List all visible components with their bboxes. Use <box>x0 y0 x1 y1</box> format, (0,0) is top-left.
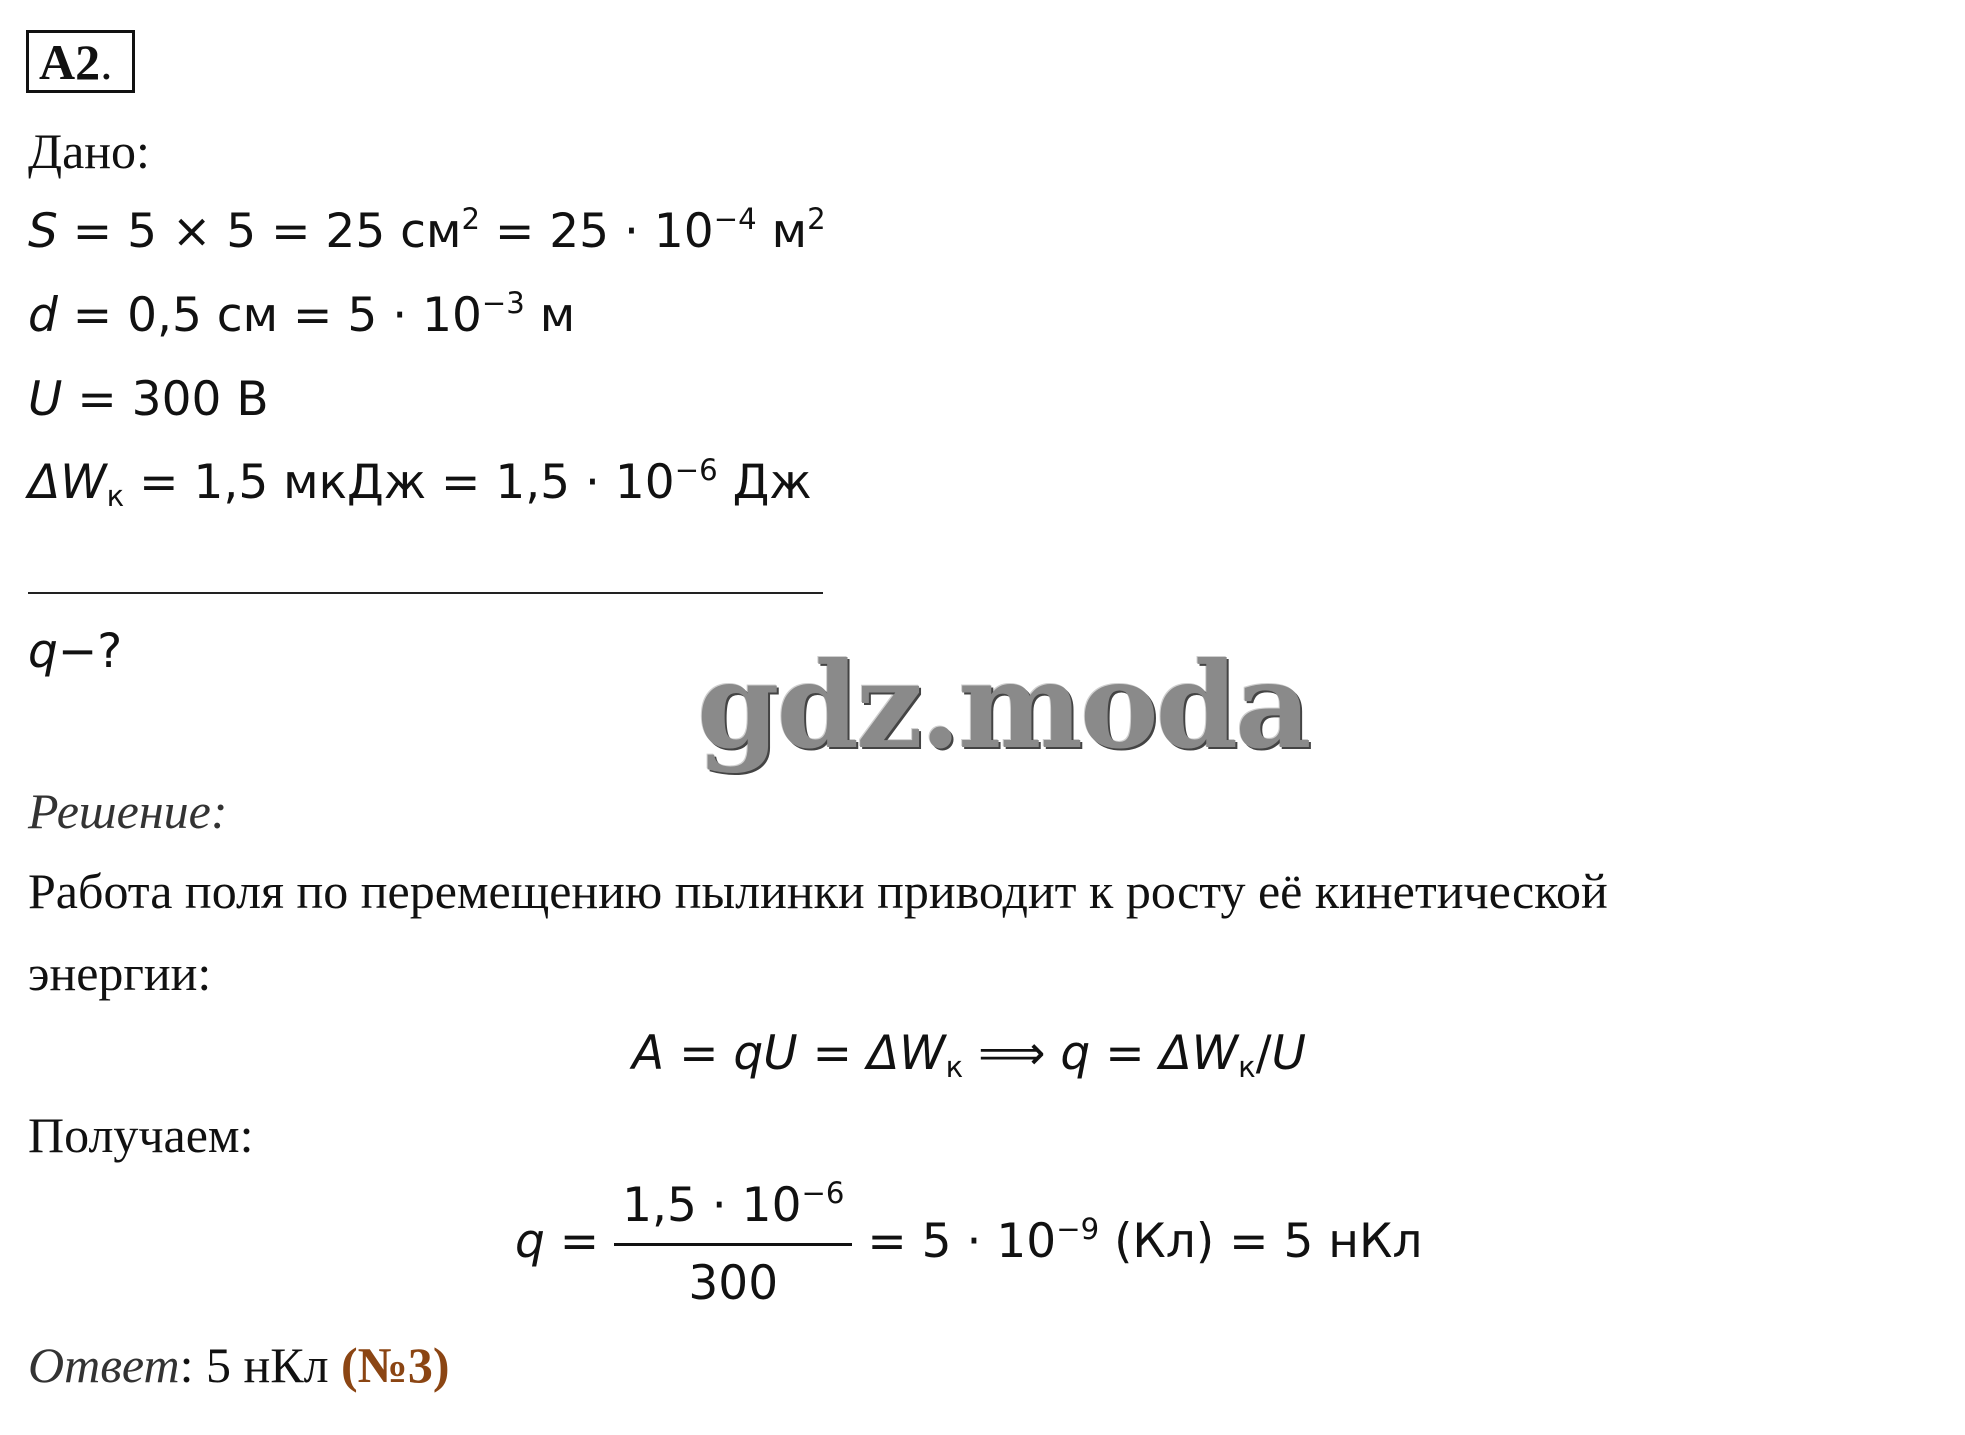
given-separator <box>28 592 823 594</box>
given-distance-line: d = 0,5 см = $5 \cdot 10^{-3}$ м <box>28 285 576 343</box>
answer-line: Ответ: 5 нКл (№3) <box>28 1337 450 1393</box>
given-energy-line: $\Delta W_к = 1,5$ мкДж = $1,5 \cdot 10^{-6}$ Дж <box>28 452 812 514</box>
given-voltage-line: U = 300 В <box>28 372 269 427</box>
answer-label: Ответ <box>28 1337 180 1393</box>
obtain-label: Получаем: <box>28 1107 254 1163</box>
task-label <box>26 30 135 93</box>
fraction <box>614 1175 852 1311</box>
watermark-logo: gdz.moda <box>697 636 1309 775</box>
task-label-dot: . <box>100 34 113 90</box>
solution-heading: Решение: <box>28 783 228 839</box>
var-d: d <box>28 288 58 343</box>
given-heading: Дано: <box>28 123 150 179</box>
answer-reference: (№3) <box>341 1337 450 1393</box>
given-area-line: S = 5 × 5 = 25 $см^2 = 25 \cdot 10^{-4}$ $м^2$ <box>28 201 826 259</box>
var-dw: ΔW <box>28 455 107 510</box>
find-line: q−? <box>28 624 123 679</box>
solution-paragraph-line1: Работа поля по перемещению пылинки приводит к росту её кинетической <box>28 863 1608 919</box>
answer-value: 5 нКл <box>193 1337 342 1393</box>
charge-formula: q = $\frac{1,5 \cdot 10^{-6}}{300}$ = $5 \cdot 10^{-9}$ (Кл) = 5 нКл <box>515 1175 1423 1311</box>
fraction-numerator: $1,5 \cdot 10^{-6}$ <box>614 1182 852 1246</box>
var-u: U <box>28 372 63 427</box>
work-formula: A = qU = $\Delta W_к$ ⟹ $q = \Delta W_к/U$ <box>632 1026 1306 1085</box>
var-q: q <box>28 624 58 679</box>
solution-paragraph-line2: энергии: <box>28 945 212 1001</box>
task-number: A2 <box>39 34 101 90</box>
var-s: S <box>28 204 58 259</box>
fraction-denominator: 300 <box>688 1256 779 1311</box>
